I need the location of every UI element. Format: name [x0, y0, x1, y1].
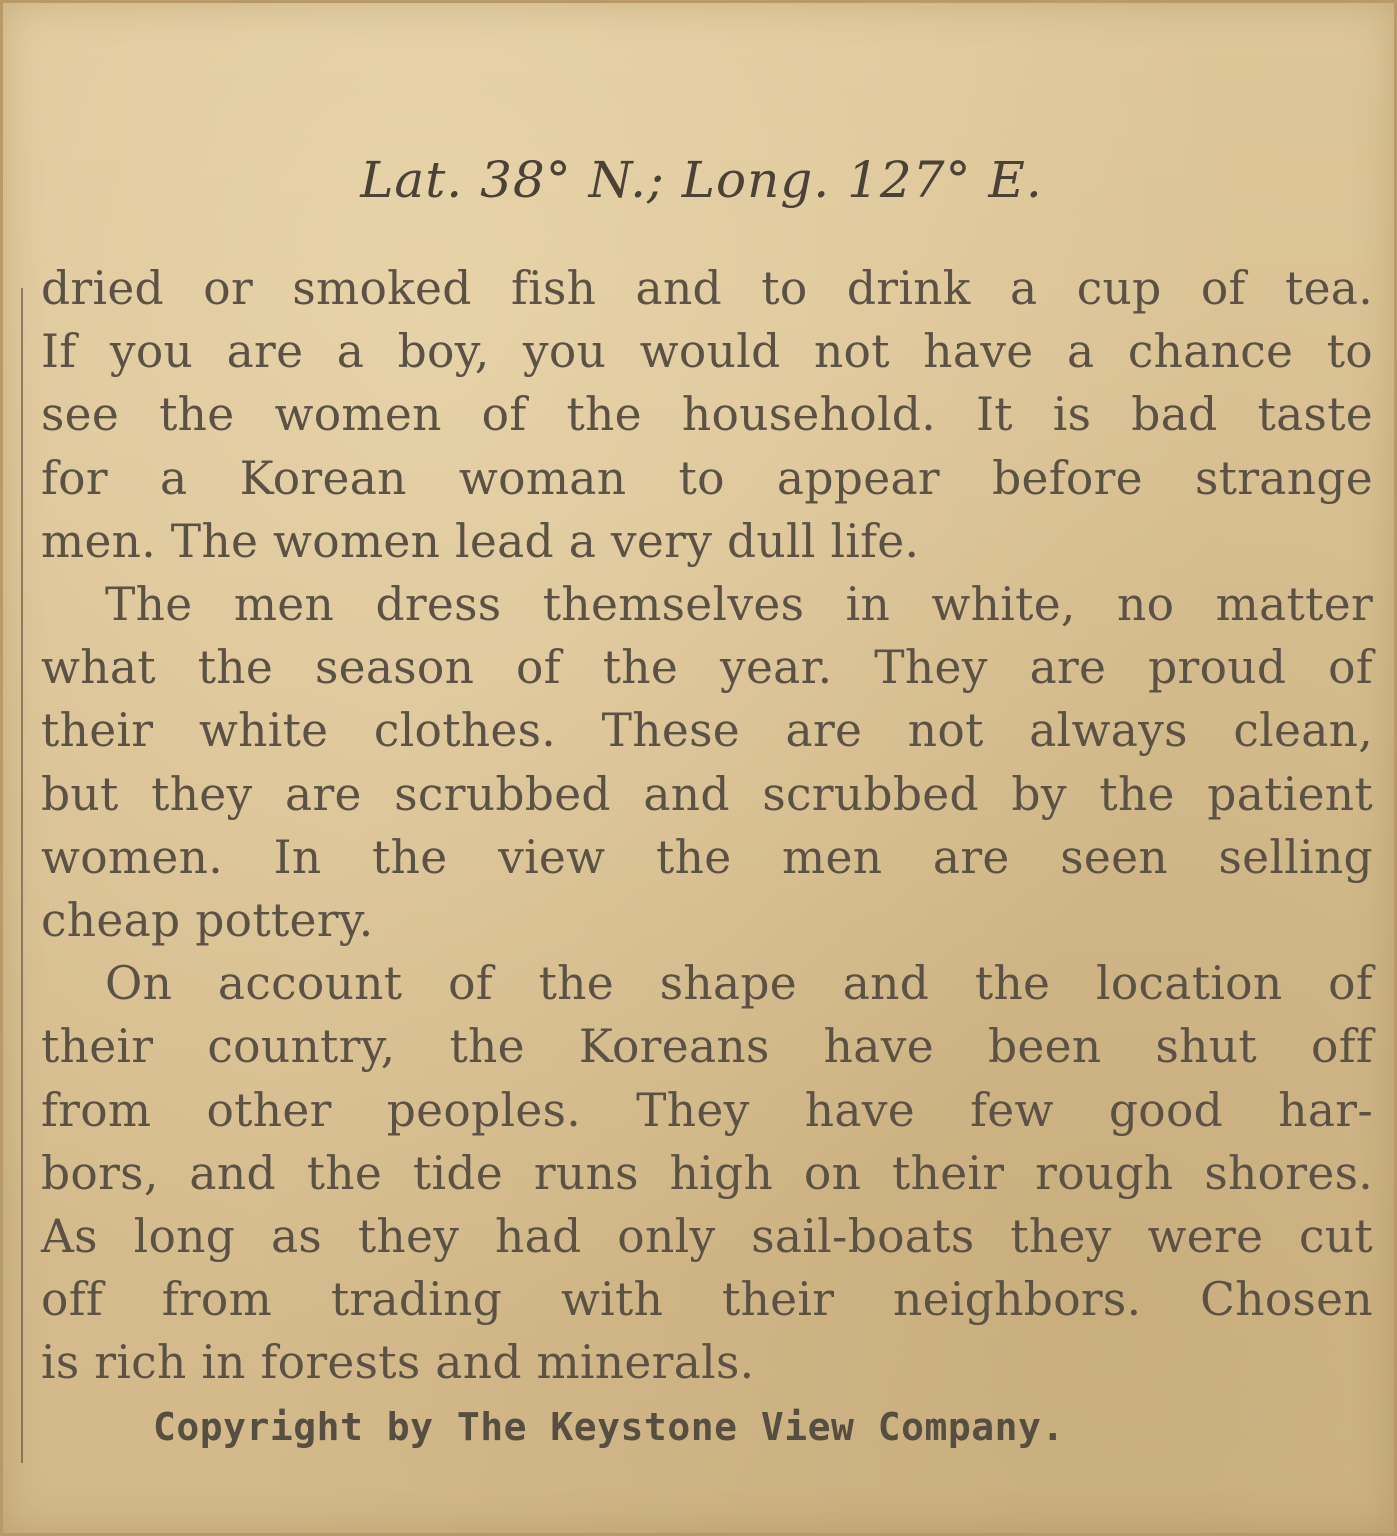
text-line: for a Korean woman to appear before strange — [41, 451, 1373, 505]
text-line: The men dress themselves in white, no matter — [105, 578, 1373, 632]
text-line: bors, and the tide runs high on their rough shores. — [41, 1146, 1373, 1200]
copyright-notice: Copyright by The Keystone View Company. — [153, 1405, 1065, 1449]
text-line: but they are scrubbed and scrubbed by the patient — [41, 767, 1373, 821]
text-line: their country, the Koreans have been shut off — [41, 1020, 1373, 1074]
body-text — [41, 257, 1373, 1395]
text-line: If you are a boy, you would not have a chance to — [41, 325, 1373, 379]
text-line: see the women of the household. It is bad taste — [41, 388, 1373, 442]
text-line: their white clothes. These are not always clean, — [41, 704, 1373, 758]
text-line: off from trading with their neighbors. Chosen — [41, 1273, 1373, 1327]
text-line: dried or smoked fish and to drink a cup of tea. — [41, 262, 1373, 315]
text-line: men. The women lead a very dull life. — [41, 514, 920, 568]
text-line: what the season of the year. They are proud of — [41, 641, 1373, 695]
text-line: from other peoples. They have few good har- — [41, 1083, 1373, 1137]
coordinates-heading: Lat. 38° N.; Long. 127° E. — [360, 151, 1043, 209]
text-line: On account of the shape and the location of — [105, 957, 1373, 1011]
text-line: is rich in forests and minerals. — [41, 1336, 755, 1390]
text-line: As long as they had only sail-boats they were cut — [41, 1210, 1373, 1264]
text-line: women. In the view the men are seen selling — [41, 830, 1373, 884]
left-margin-rule — [21, 288, 23, 1463]
text-line: cheap pottery. — [41, 894, 374, 948]
